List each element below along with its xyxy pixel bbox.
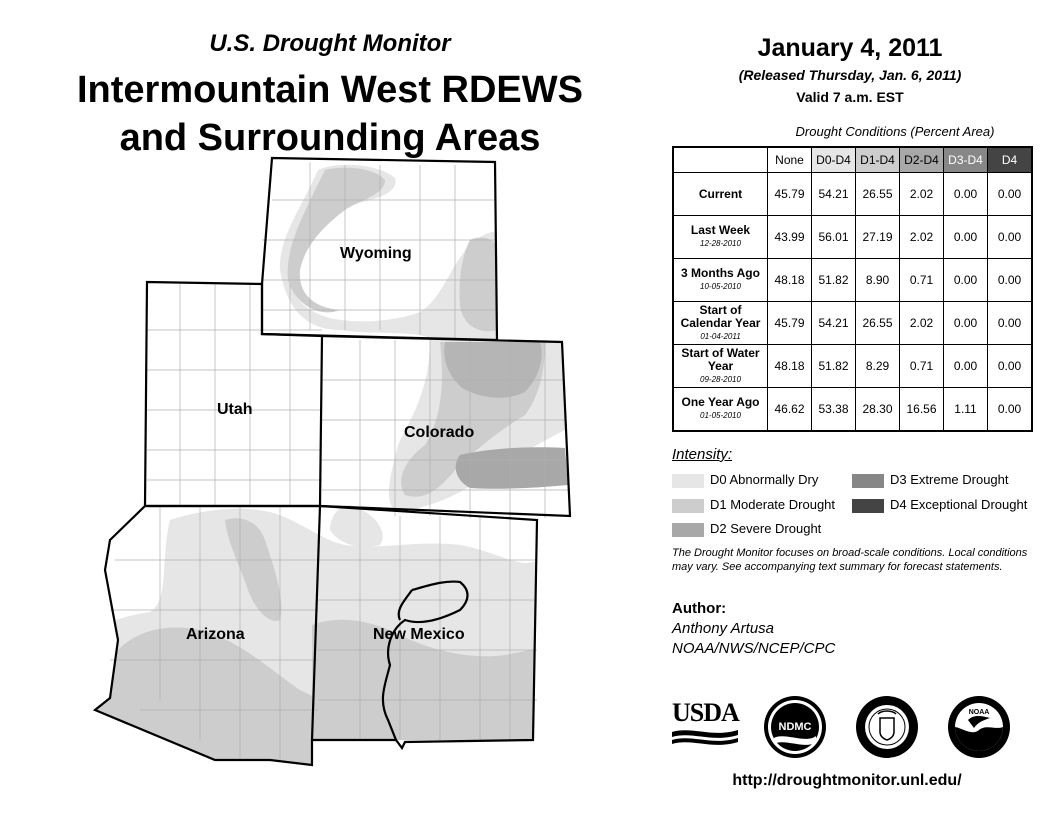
state-label-utah: Utah [217,401,253,418]
row-label-date: 09-28-2010 [700,374,741,384]
table-row-label [673,173,768,216]
table-cell: 51.82 [812,345,856,388]
table-row [673,388,1032,432]
disclaimer-note: The Drought Monitor focuses on broad-scale conditions. Local conditions may vary. See accompanying text summary for forecast statements. [672,547,1028,573]
table-row [673,345,1032,388]
legend-item-d4 [852,496,1027,514]
legend-swatch-d1 [672,499,704,513]
table-cell: 54.21 [812,302,856,345]
state-label-new-mexico: New Mexico [373,626,465,643]
table-cell: 51.82 [812,259,856,302]
table-cell: 0.00 [988,388,1033,432]
map-title [20,66,640,162]
legend-item-d3 [852,471,1009,489]
website-url[interactable]: http://droughtmonitor.unl.edu/ [732,772,962,789]
table-cell: 28.30 [856,388,900,432]
table-cell: 2.02 [900,173,944,216]
valid-time: Valid 7 a.m. EST [796,89,904,105]
table-cell: 43.99 [768,216,812,259]
noaa-logo [946,694,1012,760]
legend-swatch-d3 [852,474,884,488]
legend-item-d1 [672,496,835,514]
row-label-text: One Year Ago [681,395,760,409]
row-label-date: 12-28-2010 [700,239,741,248]
row-label-date: 01-05-2010 [700,411,741,420]
table-cell: 2.02 [900,302,944,345]
table-cell: 53.38 [812,388,856,432]
table-header-d1-d4: D1-D4 [856,147,900,173]
usda-logo-text: USDA [672,698,739,727]
table-cell: 45.79 [768,173,812,216]
table-header-row [673,147,1032,173]
table-row-label [673,216,768,259]
table-header-d4: D4 [988,147,1033,173]
legend-label-d2: D2 Severe Drought [710,521,822,536]
noaa-logo-text: NOAA [968,709,990,716]
row-label-date: 01-04-2011 [700,331,741,341]
table-header-d2-d4: D2-D4 [900,147,944,173]
table-cell: 45.79 [768,302,812,345]
table-cell: 0.71 [900,259,944,302]
table-cell: 0.00 [944,302,988,345]
map-date: January 4, 2011 [757,34,943,62]
table-cell: 8.29 [856,345,900,388]
drought-map [0,150,600,780]
table-header-blank [673,147,768,173]
ndmc-logo [762,694,828,760]
table-cell: 16.56 [900,388,944,432]
table-row [673,173,1032,216]
table-caption: Drought Conditions (Percent Area) [795,124,995,139]
table-cell: 0.00 [988,173,1033,216]
ndmc-logo-text: NDMC [778,721,812,733]
table-cell: 56.01 [812,216,856,259]
table-header-none: None [768,147,812,173]
table-cell: 46.62 [768,388,812,432]
table-cell: 0.00 [944,216,988,259]
table-cell: 8.90 [856,259,900,302]
legend-label-d3: D3 Extreme Drought [890,472,1009,487]
legend-title: Intensity: [672,446,733,463]
table-cell: 2.02 [900,216,944,259]
state-label-colorado: Colorado [404,424,475,441]
super-title: U.S. Drought Monitor [209,30,451,57]
table-row [673,259,1032,302]
legend-item-d2 [672,520,821,538]
d2-area-colorado [456,447,568,489]
table-row-label [673,345,768,388]
table-cell: 54.21 [812,173,856,216]
row-label-date: 10-05-2010 [700,282,741,291]
title-line-2: and Surrounding Areas [119,117,541,159]
table-cell: 1.11 [944,388,988,432]
release-date: (Released Thursday, Jan. 6, 2011) [738,67,962,83]
row-label-text: Current [698,186,743,201]
table-row [673,216,1032,259]
table-row [673,302,1032,345]
table-header-d3-d4: D3-D4 [944,147,988,173]
legend-label-d0: D0 Abnormally Dry [710,472,819,487]
table-row-label [673,259,768,302]
table-body [673,173,1032,432]
table-cell: 0.00 [988,302,1033,345]
legend-label-d4: D4 Exceptional Drought [890,497,1028,512]
author-name: Anthony Artusa [672,620,775,637]
table-cell: 0.00 [944,259,988,302]
state-label-arizona: Arizona [186,626,245,643]
table-cell: 0.00 [944,173,988,216]
row-label-text: Start of Water Year [681,345,760,373]
table-cell: 0.00 [988,345,1033,388]
author-org: NOAA/NWS/NCEP/CPC [672,640,836,657]
legend-label-d1: D1 Moderate Drought [710,497,836,512]
state-label-wyoming: Wyoming [340,245,412,262]
table-cell: 0.00 [988,216,1033,259]
legend-swatch-d0 [672,474,704,488]
legend-swatch-d4 [852,499,884,513]
table-cell: 27.19 [856,216,900,259]
row-label-text: 3 Months Ago [681,266,760,280]
table-cell: 48.18 [768,259,812,302]
row-label-text: Last Week [690,223,751,237]
legend-swatch-d2 [672,523,704,537]
table-cell: 0.00 [944,345,988,388]
table-header-d0-d4: D0-D4 [812,147,856,173]
table-cell: 26.55 [856,302,900,345]
table-cell: 0.00 [988,259,1033,302]
table-cell: 48.18 [768,345,812,388]
author-label: Author: [672,600,727,617]
title-line-1: Intermountain West RDEWS [77,69,583,111]
row-label-text: Start of Calendar Year [680,302,761,330]
table-cell: 0.71 [900,345,944,388]
table-row-label [673,302,768,345]
table-row-label [673,388,768,432]
legend-item-d0 [672,471,818,489]
usda-logo [672,700,738,750]
table-cell: 26.55 [856,173,900,216]
usda-wave-icon [672,726,738,748]
drought-stats-table [672,146,1033,432]
commerce-seal-icon [854,694,920,760]
